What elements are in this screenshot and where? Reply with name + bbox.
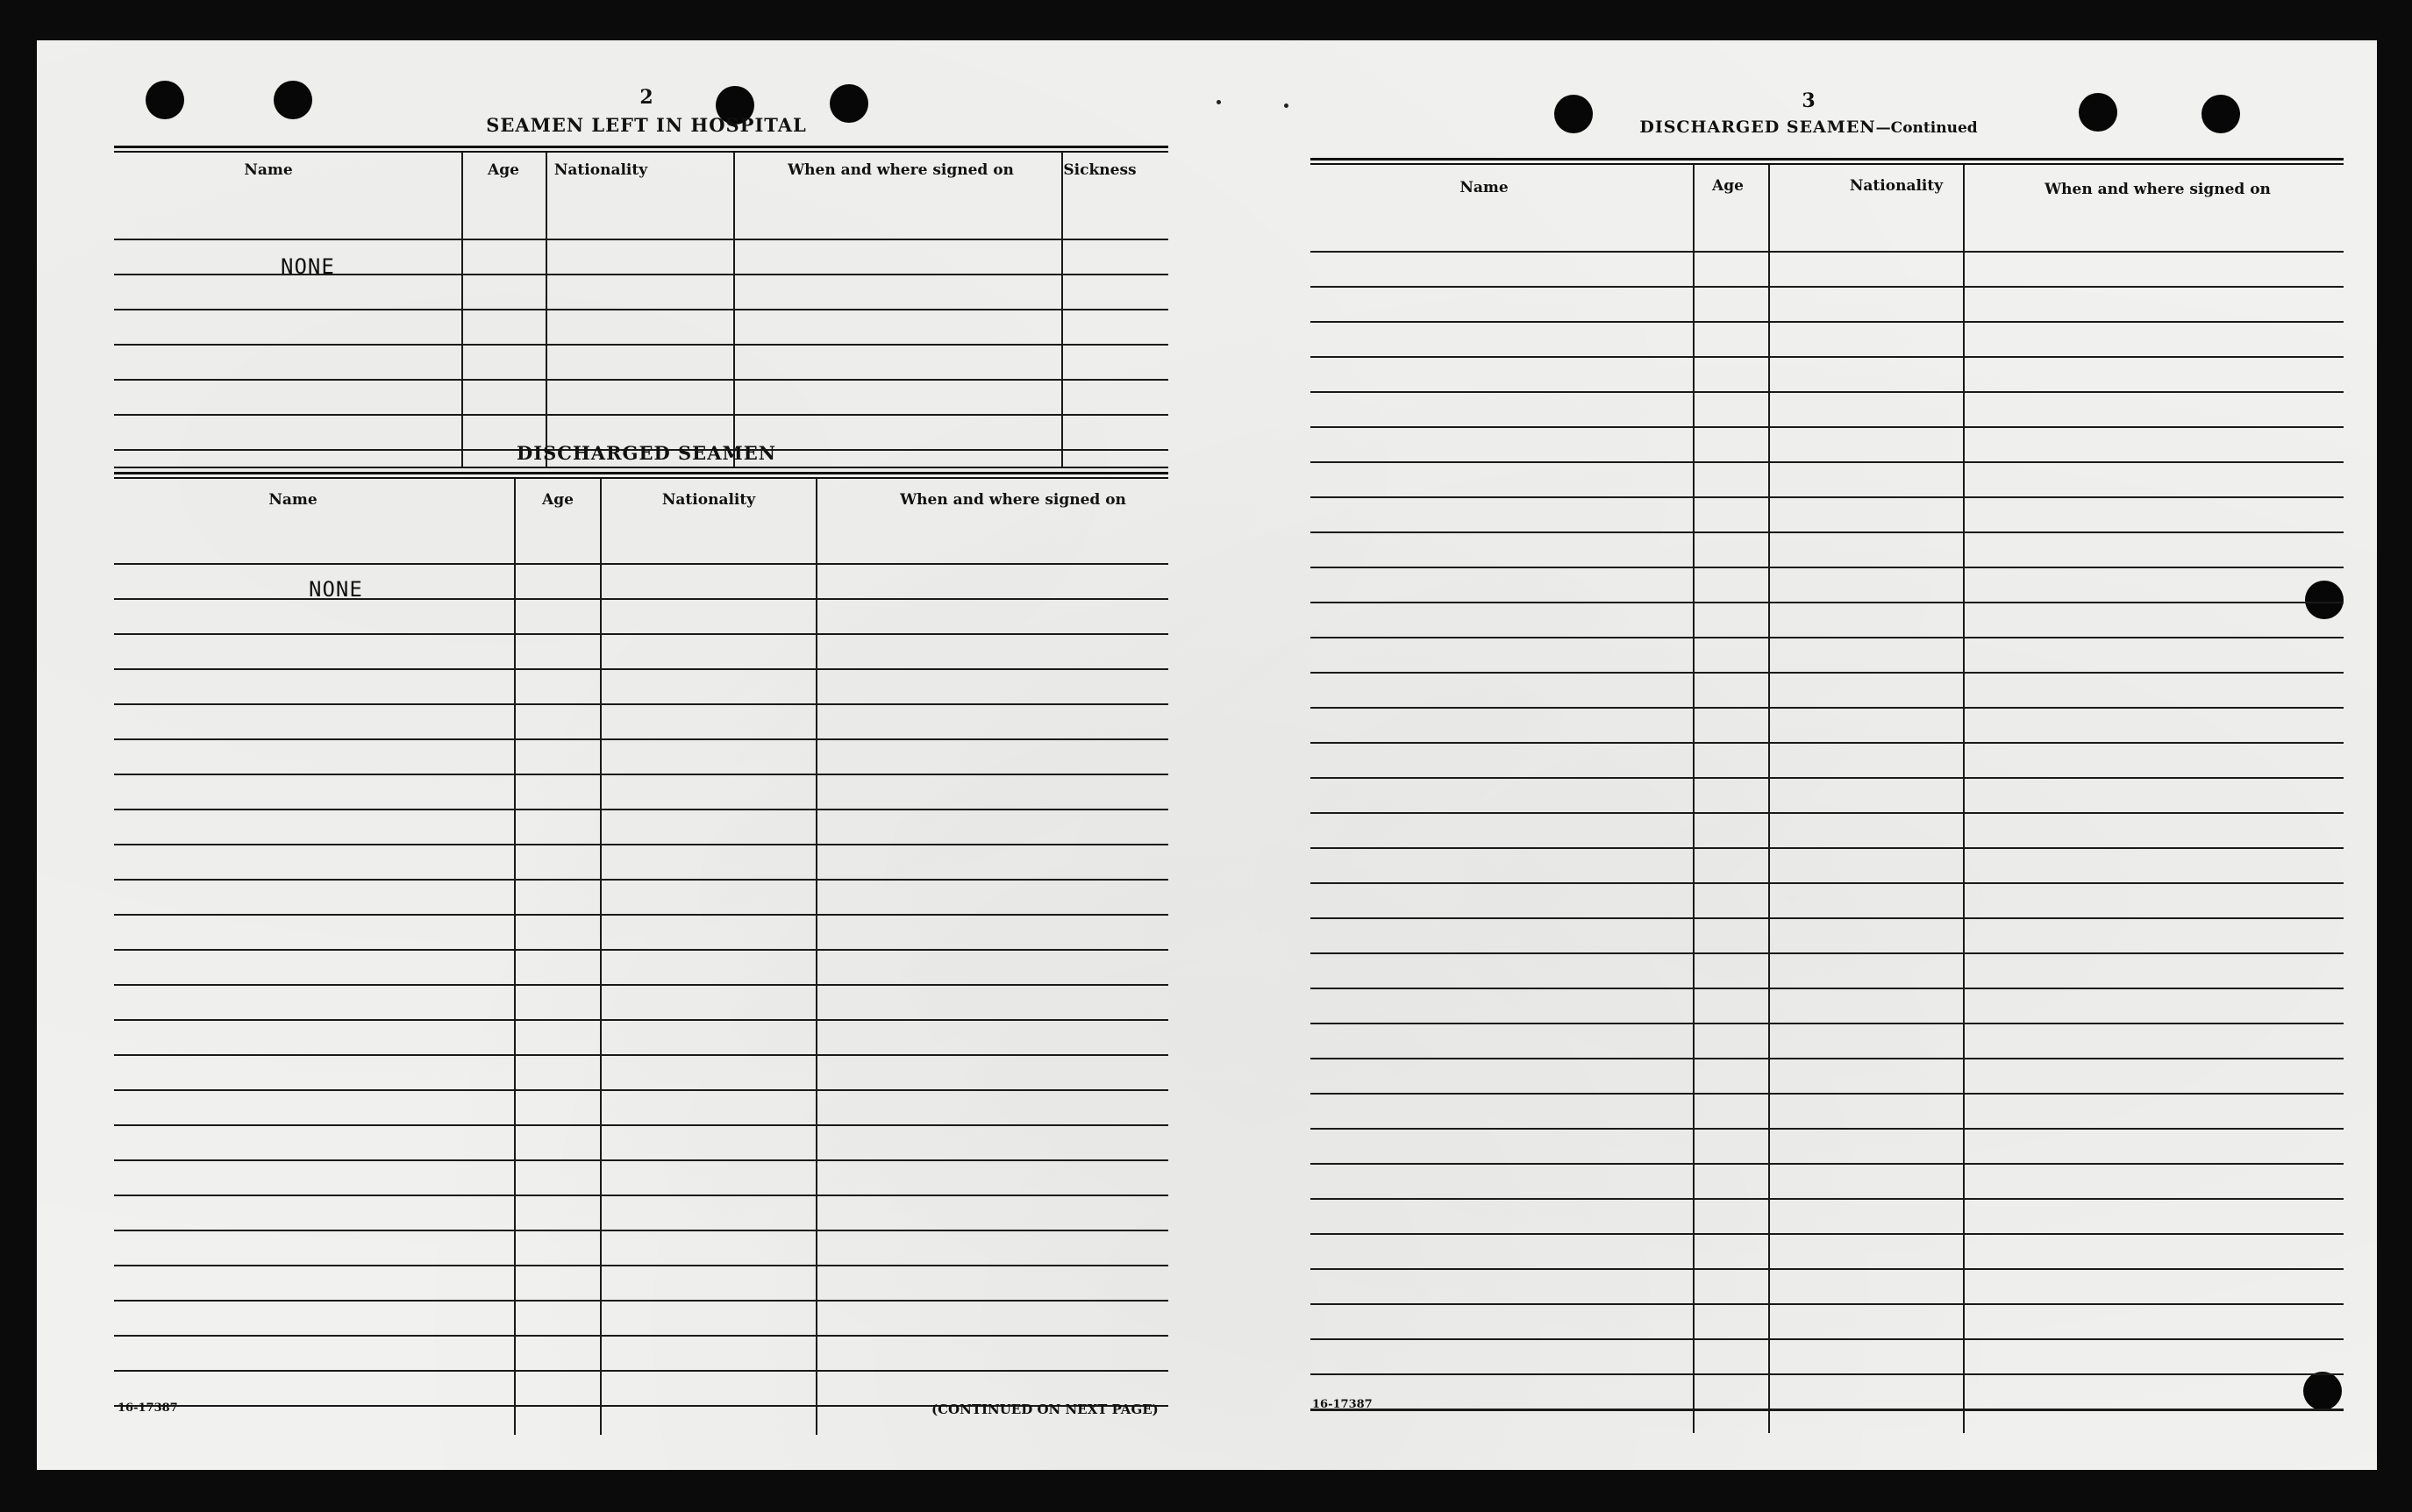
table-rule: [114, 1054, 1168, 1056]
table-rule: [114, 414, 1168, 416]
table-rule: [1310, 496, 2344, 498]
table-rule: [114, 844, 1168, 845]
discharged-table-right: [1310, 165, 2344, 1433]
table-rule: [1310, 461, 2344, 463]
hospital-bottom-rule: [114, 467, 1168, 468]
table-rule: [114, 1019, 1168, 1021]
table-rule: [1310, 1303, 2344, 1305]
table-rule: [1310, 988, 2344, 989]
page-number-left: 2: [639, 86, 653, 109]
table-rule: [114, 914, 1168, 916]
table-rule: [114, 1195, 1168, 1196]
table-rule: [114, 1265, 1168, 1266]
hospital-top-rule: [114, 146, 1168, 148]
discharged-continued-suffix: —Continued: [1875, 119, 1978, 137]
ink-dot: [1217, 100, 1221, 104]
column-divider: [461, 153, 463, 467]
col-head-nationality: Nationality: [553, 161, 648, 179]
col-head-signed-on: When and where signed on: [900, 491, 1126, 509]
table-rule: [114, 633, 1168, 635]
discharged-entry-name: NONE: [309, 577, 363, 602]
table-rule: [1310, 1163, 2344, 1165]
column-divider: [1693, 165, 1695, 1433]
right-top-rule: [1310, 158, 2344, 160]
table-rule: [1310, 356, 2344, 358]
table-rule: [1310, 672, 2344, 674]
table-rule: [1310, 1093, 2344, 1095]
table-rule: [114, 598, 1168, 600]
col-head-age: Age: [1712, 177, 1744, 195]
discharged-continued-title: [1639, 118, 1977, 137]
table-rule: [114, 1230, 1168, 1231]
table-rule: [114, 1300, 1168, 1302]
discharged-section-title: DISCHARGED SEAMEN: [517, 442, 776, 464]
column-divider: [600, 479, 602, 1435]
page-number-right: 3: [1802, 89, 1816, 112]
table-rule: [1310, 707, 2344, 709]
table-rule: [114, 809, 1168, 810]
punch-hole: [830, 84, 868, 123]
col-head-sickness: Sickness: [1063, 161, 1137, 179]
punch-hole: [2079, 93, 2117, 132]
table-rule: [1310, 321, 2344, 323]
table-rule: [1310, 882, 2344, 884]
punch-hole: [146, 81, 184, 119]
table-rule: [1310, 531, 2344, 533]
hospital-section-title: SEAMEN LEFT IN HOSPITAL: [486, 114, 807, 136]
table-rule: [1310, 777, 2344, 779]
hospital-entry-name: NONE: [281, 254, 335, 279]
table-rule: [1310, 1409, 2344, 1411]
table-rule: [114, 738, 1168, 740]
table-rule: [1310, 742, 2344, 744]
table-rule: [1310, 1373, 2344, 1375]
table-rule: [114, 703, 1168, 705]
form-number-right: 16-17387: [1312, 1398, 1373, 1411]
table-rule: [1310, 567, 2344, 568]
table-rule: [1310, 1128, 2344, 1130]
table-rule: [1310, 286, 2344, 288]
ink-dot: [1284, 103, 1288, 108]
table-rule: [1310, 1338, 2344, 1340]
discharged-table-left: [114, 479, 1168, 1435]
col-head-nationality: Nationality: [1849, 177, 1944, 195]
col-head-name: Name: [244, 161, 293, 179]
col-head-signed-on: When and where signed on: [788, 161, 1014, 179]
col-head-nationality: Nationality: [661, 491, 756, 509]
table-rule: [114, 1335, 1168, 1337]
table-rule: [1310, 1058, 2344, 1059]
table-rule: [114, 1089, 1168, 1091]
column-divider: [1768, 165, 1770, 1433]
column-divider: [546, 153, 547, 467]
table-rule: [1310, 1268, 2344, 1270]
table-rule: [114, 344, 1168, 346]
col-head-name: Name: [268, 491, 318, 509]
table-rule: [114, 949, 1168, 951]
table-rule: [1310, 251, 2344, 253]
form-number-left: 16-17387: [118, 1401, 178, 1415]
column-divider: [1061, 153, 1063, 467]
column-divider: [514, 479, 516, 1435]
column-divider: [816, 479, 817, 1435]
table-rule: [1310, 812, 2344, 814]
table-rule: [1310, 952, 2344, 954]
punch-hole: [2201, 95, 2240, 133]
table-rule: [1310, 602, 2344, 603]
table-rule: [114, 984, 1168, 986]
col-head-signed-on: When and where signed on: [2044, 181, 2271, 198]
table-rule: [1310, 426, 2344, 428]
table-rule: [114, 309, 1168, 310]
hospital-table: [114, 153, 1168, 467]
col-head-age: Age: [542, 491, 574, 509]
table-rule: [114, 1370, 1168, 1372]
table-rule: [114, 1159, 1168, 1161]
table-rule: [1310, 917, 2344, 919]
discharged-top-rule: [114, 472, 1168, 474]
table-rule: [114, 563, 1168, 565]
table-rule: [1310, 1233, 2344, 1235]
table-rule: [114, 1124, 1168, 1126]
table-rule: [114, 379, 1168, 381]
table-rule: [114, 879, 1168, 881]
table-rule: [1310, 1023, 2344, 1024]
table-rule: [114, 274, 1168, 275]
continued-note: (CONTINUED ON NEXT PAGE): [931, 1401, 1159, 1417]
table-rule: [114, 668, 1168, 670]
column-divider: [1963, 165, 1965, 1433]
punch-hole: [274, 81, 312, 119]
table-rule: [1310, 1198, 2344, 1200]
table-rule: [114, 774, 1168, 775]
punch-hole: [1554, 95, 1593, 133]
table-rule: [1310, 637, 2344, 638]
col-head-name: Name: [1459, 179, 1509, 196]
col-head-age: Age: [488, 161, 519, 179]
table-rule: [114, 239, 1168, 240]
table-rule: [1310, 391, 2344, 393]
discharged-continued-title-text: DISCHARGED SEAMEN: [1639, 118, 1876, 137]
document-sheet: [37, 40, 2377, 1470]
table-rule: [1310, 847, 2344, 849]
column-divider: [733, 153, 735, 467]
